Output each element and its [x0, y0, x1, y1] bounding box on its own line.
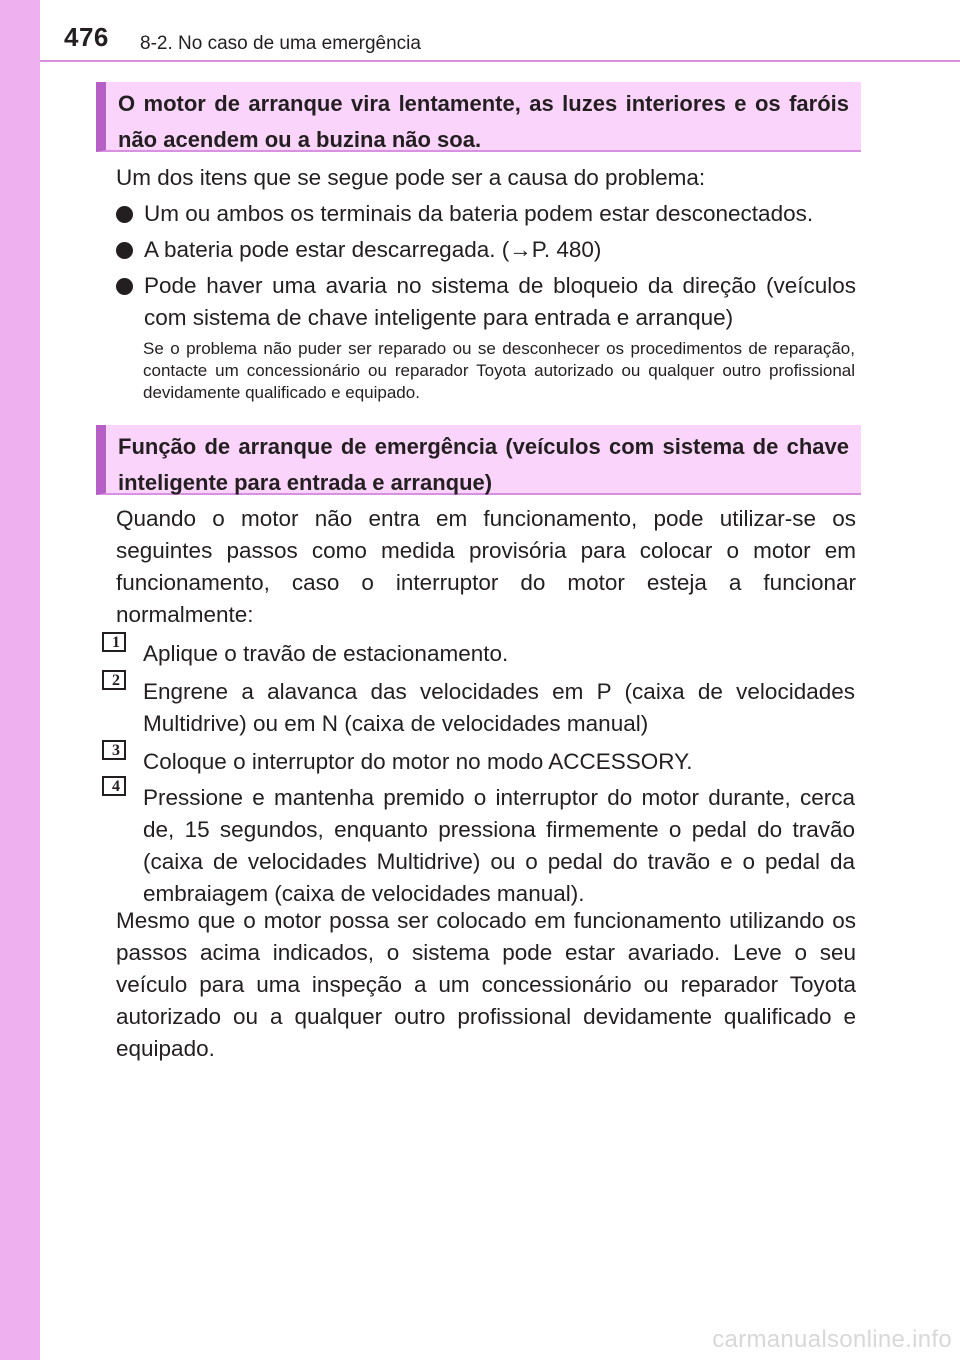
step-number-box — [102, 670, 126, 690]
bullet-text: A bateria pode estar descarregada. (→P. 480) — [144, 237, 602, 262]
section-2-intro: Quando o motor não entra em funcionamento, pode utilizar-se os seguintes passos como medida provisória para colocar o motor em funcionamento, caso o interruptor do motor esteja a funcionar normalmente: — [116, 506, 856, 627]
closing-paragraph: Mesmo que o motor possa ser colocado em funcionamento utilizando os passos acima indicados, o sistema pode estar avariado. Leve o seu veículo para uma inspeção a um concessionário ou reparador Toyota autorizado ou a qualquer outro profissional devidamente qualificado e equipado. — [116, 908, 856, 1061]
bullet-icon — [116, 206, 133, 223]
section-1-body — [116, 162, 856, 334]
bullet-item — [116, 234, 856, 266]
step-text: Engrene a alavanca das velocidades em P (caixa de velocidades Multidrive) ou em N (caixa de velocidades manual) — [143, 679, 855, 736]
step-number: 2 — [112, 672, 120, 689]
step-number-box — [102, 740, 126, 760]
section-heading-1 — [96, 82, 861, 152]
step-number-box — [102, 776, 126, 796]
bullet-icon — [116, 242, 133, 259]
step-text: Aplique o travão de estacionamento. — [143, 641, 509, 666]
step-number: 3 — [112, 742, 120, 759]
header-rule — [40, 60, 960, 62]
step-number-box — [102, 632, 126, 652]
section-heading-1-text: O motor de arranque vira lentamente, as luzes interiores e os faróis não acendem ou a buzina não soa. — [118, 91, 849, 152]
step-text: Coloque o interruptor do motor no modo ACCESSORY. — [143, 749, 693, 774]
running-head: 8-2. No caso de uma emergência — [140, 33, 421, 54]
bullet-text: Um ou ambos os terminais da bateria podem estar desconectados. — [144, 201, 814, 226]
step-text: Pressione e mantenha premido o interruptor do motor durante, cerca de, 15 segundos, enquanto pressiona firmemente o pedal do travão (caixa de velocidades Multidrive) ou o pedal do travão e o pedal da embraiagem (caixa de velocidades manual). — [143, 785, 855, 906]
section-heading-2 — [96, 425, 861, 495]
repair-note: Se o problema não puder ser reparado ou se desconhecer os procedimentos de reparação, contacte um concessionário ou reparador Toyota autorizado ou qualquer outro profissional devidamente qualificado e equipado. — [143, 339, 855, 402]
bullet-icon — [116, 278, 133, 295]
section-1-intro: Um dos itens que se segue pode ser a causa do problema: — [116, 165, 706, 190]
section-heading-2-text: Função de arranque de emergência (veículos com sistema de chave inteligente para entrada e arranque) — [118, 434, 849, 495]
bullet-item — [116, 270, 856, 334]
side-color-band — [0, 0, 40, 1360]
bullet-text: Pode haver uma avaria no sistema de bloqueio da direção (veículos com sistema de chave inteligente para entrada e arranque) — [144, 273, 856, 330]
step-number: 1 — [112, 634, 120, 651]
step-number: 4 — [112, 778, 120, 795]
watermark: carmanualsonline.info — [712, 1326, 952, 1353]
bullet-item — [116, 198, 856, 230]
page-number: 476 — [64, 22, 109, 52]
